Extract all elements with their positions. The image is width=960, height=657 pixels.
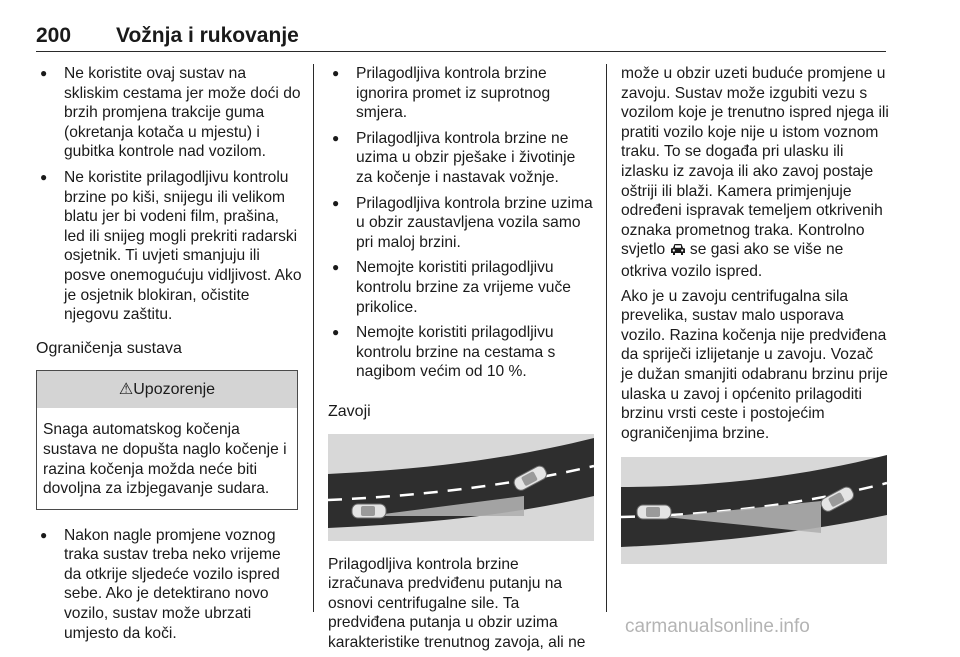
column-divider [606,64,607,612]
curve-illustration [328,434,594,541]
list-item: ● Nakon nagle promjene voznog traka sustav treba neko vrijeme da otkrije sljedeće vozilo ispred sebe. Ako je detektirano novo vozilo, sustav može ubrzati umjesto da koči. [36,526,302,644]
list-item: ● Prilagodljiva kontrola brzine uzima u obzir zaustavljena vozila samo pri maloj brzini. [328,194,594,253]
vehicle-ahead-icon [670,242,686,262]
paragraph: Prilagodljiva kontrola brzine izračunava predviđenu putanju na osnovi centrifugalne sile. Ta predviđena putanja u obzir uzima karakteristike trenutnog zavoja, ali ne [328,555,586,651]
list-item: ● Nemojte koristiti prilagodljivu kontrolu brzine za vrijeme vuče prikolice. [328,258,594,317]
paragraph: Ako je u zavoju centrifugalna sila prevelika, sustav malo usporava vozilo. Razina kočenja nije predviđena da spriječi izlijetanje u zavoju. Vozač je dužan smanjiti odabranu brzinu prije ulaska u zavoj i općenito prilagoditi brzinu vrsti ceste i postojećim ograničenjima brzine. [621,287,888,442]
page-header [36,10,886,52]
list-item: ● Ne koristite prilagodljivu kontrolu brzine po kiši, snijegu ili velikom blatu jer bi vodeni film, prašina, led ili snijeg mogli prekriti radarski osjetnik. Ti uvjeti smanjuju ili posve onemogućuju vidljivost. Ako je osjetnik blokiran, očistite njegovu zaštitu. [36,168,302,325]
column-divider [313,64,314,612]
page-number: 200 [36,24,72,47]
paragraph-text: može u obzir uzeti buduće promjene u zavoju. Sustav može izgubiti vezu s vozilom koje je trenutno ispred njega ili pratiti vozilo koje nije u istom voznom traku. To se događa pri ulasku ili izlasku iz zavoja ili ako zavoj postaje oštriji ili blaži. Kamera primjenjuje određeni ispravak temeljem otkrivenih oznaka prometnog traka. Kontrolno svjetlo [621,65,889,259]
warning-box [36,370,298,509]
chapter-title: Vožnja i rukovanje [116,24,299,47]
list-item: ● Nemojte koristiti prilagodljivu kontrolu brzine na cestama s nagibom većim od 10 %. [328,323,594,382]
warning-title: Upozorenje [133,381,216,399]
watermark: carmanualsonline.info [625,616,810,637]
column-right [621,64,889,578]
list-item: ● Prilagodljiva kontrola brzine ne uzima u obzir pješake i životinje za kočenje i nastavak vožnje. [328,129,594,188]
paragraph [621,64,889,282]
column-left [36,64,302,649]
warning-triangle-icon: ⚠ [118,381,134,399]
curve-illustration [621,457,887,564]
section-heading: Ograničenja sustava [36,339,182,357]
curve-road-image [621,457,887,564]
list-item: ● Prilagodljiva kontrola brzine ignorira promet iz suprotnog smjera. [328,64,594,123]
curve-road-image [328,434,594,541]
list-item: ● Ne koristite ovaj sustav na skliskim cestama jer može doći do brzih promjena trakcije guma (okretanja kotača u mjestu) i gubitka kontrole nad vozilom. [36,64,302,162]
warning-header [37,371,297,408]
paragraph-text: se gasi ako se više ne otkriva vozilo ispred. [621,241,844,280]
column-middle [328,64,594,657]
warning-text: Snaga automatskog kočenja sustava ne dopušta naglo kočenje i razina kočenja možda neće biti dovoljna za izbjegavanje sudara. [43,421,287,498]
section-heading: Zavoji [328,402,371,420]
